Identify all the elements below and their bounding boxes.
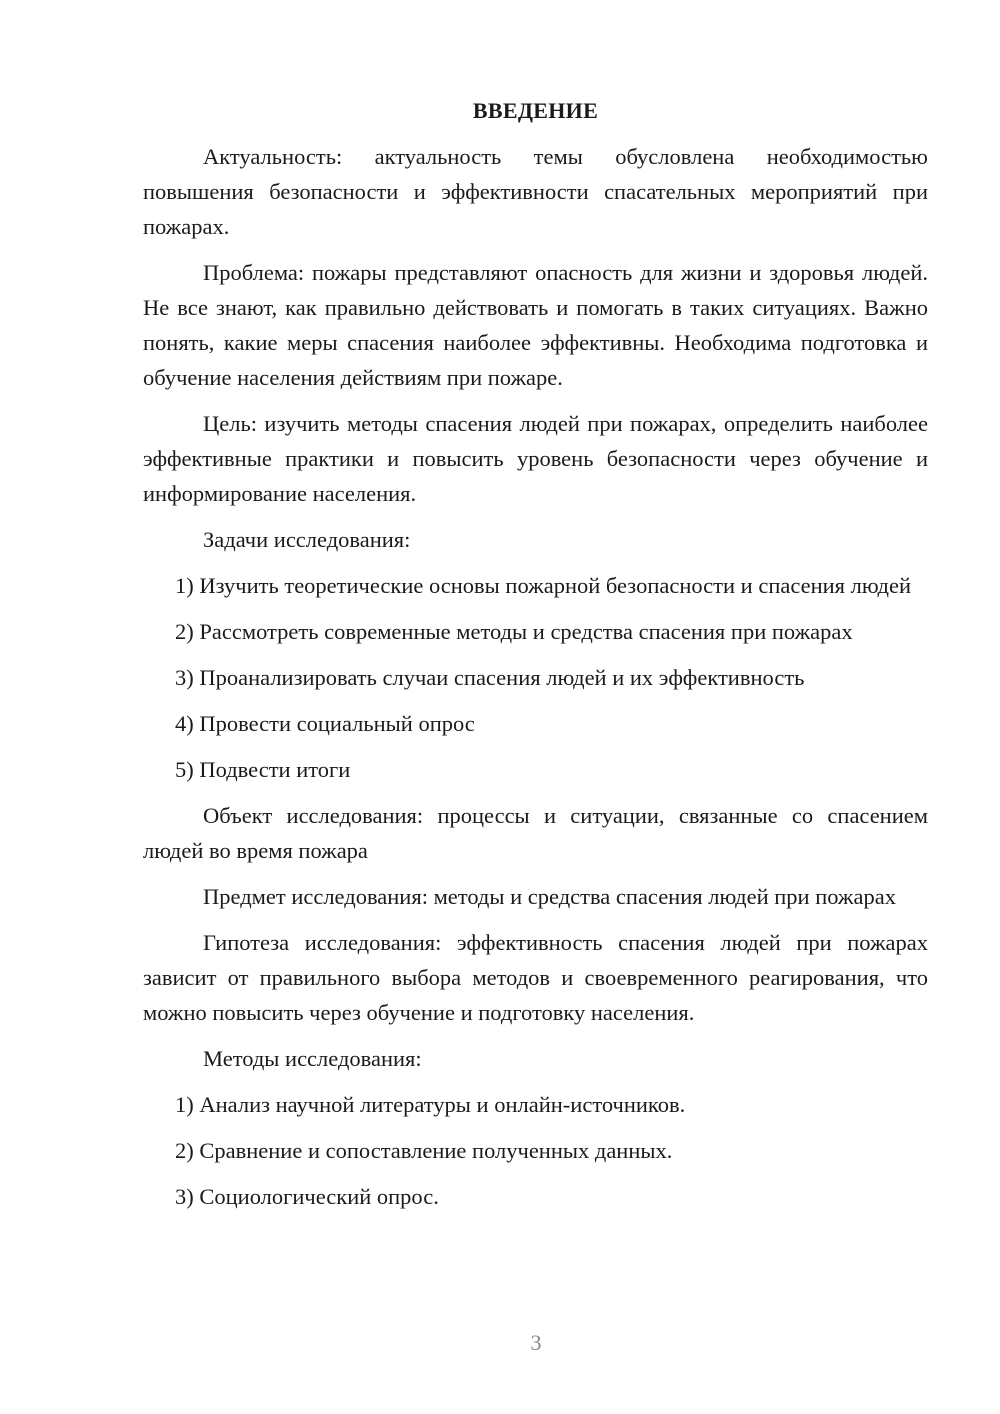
methods-heading: Методы исследования: xyxy=(203,1046,422,1071)
problem-paragraph: Проблема: пожары представляют опасность для жизни и здоровья людей. Не все знают, как правильно действовать и помогать в таких ситуациях. Важно понять, какие меры спасения наиболее эффективны. Необходима подготовка и обучение населения действиям при пожаре. xyxy=(143,260,928,390)
page-title: ВВЕДЕНИЕ xyxy=(472,98,599,123)
subject-paragraph: Предмет исследования: методы и средства спасения людей при пожарах xyxy=(203,884,896,909)
task-item-2: 2) Рассмотреть современные методы и средства спасения при пожарах xyxy=(175,619,853,644)
method-item-2: 2) Сравнение и сопоставление полученных данных. xyxy=(175,1138,673,1163)
page-number: 3 xyxy=(530,1330,542,1355)
method-item-3: 3) Социологический опрос. xyxy=(175,1184,439,1209)
document-page xyxy=(143,96,928,1225)
task-item-3: 3) Проанализировать случаи спасения людей и их эффективность xyxy=(175,665,805,690)
task-item-5: 5) Подвести итоги xyxy=(175,757,351,782)
relevance-paragraph: Актуальность: актуальность темы обусловлена необходимостью повышения безопасности и эффективности спасательных мероприятий при пожарах. xyxy=(143,144,928,239)
tasks-heading: Задачи исследования: xyxy=(203,527,411,552)
task-item-4: 4) Провести социальный опрос xyxy=(175,711,475,736)
hypothesis-paragraph: Гипотеза исследования: эффективность спасения людей при пожарах зависит от правильного выбора методов и своевременного реагирования, что можно повысить через обучение и подготовку населения. xyxy=(143,930,928,1025)
goal-paragraph: Цель: изучить методы спасения людей при пожарах, определить наиболее эффективные практики и повысить уровень безопасности через обучение и информирование населения. xyxy=(143,411,928,506)
method-item-1: 1) Анализ научной литературы и онлайн-источников. xyxy=(175,1092,686,1117)
object-paragraph: Объект исследования: процессы и ситуации, связанные со спасением людей во время пожара xyxy=(143,803,928,863)
task-item-1: 1) Изучить теоретические основы пожарной безопасности и спасения людей xyxy=(175,573,912,598)
